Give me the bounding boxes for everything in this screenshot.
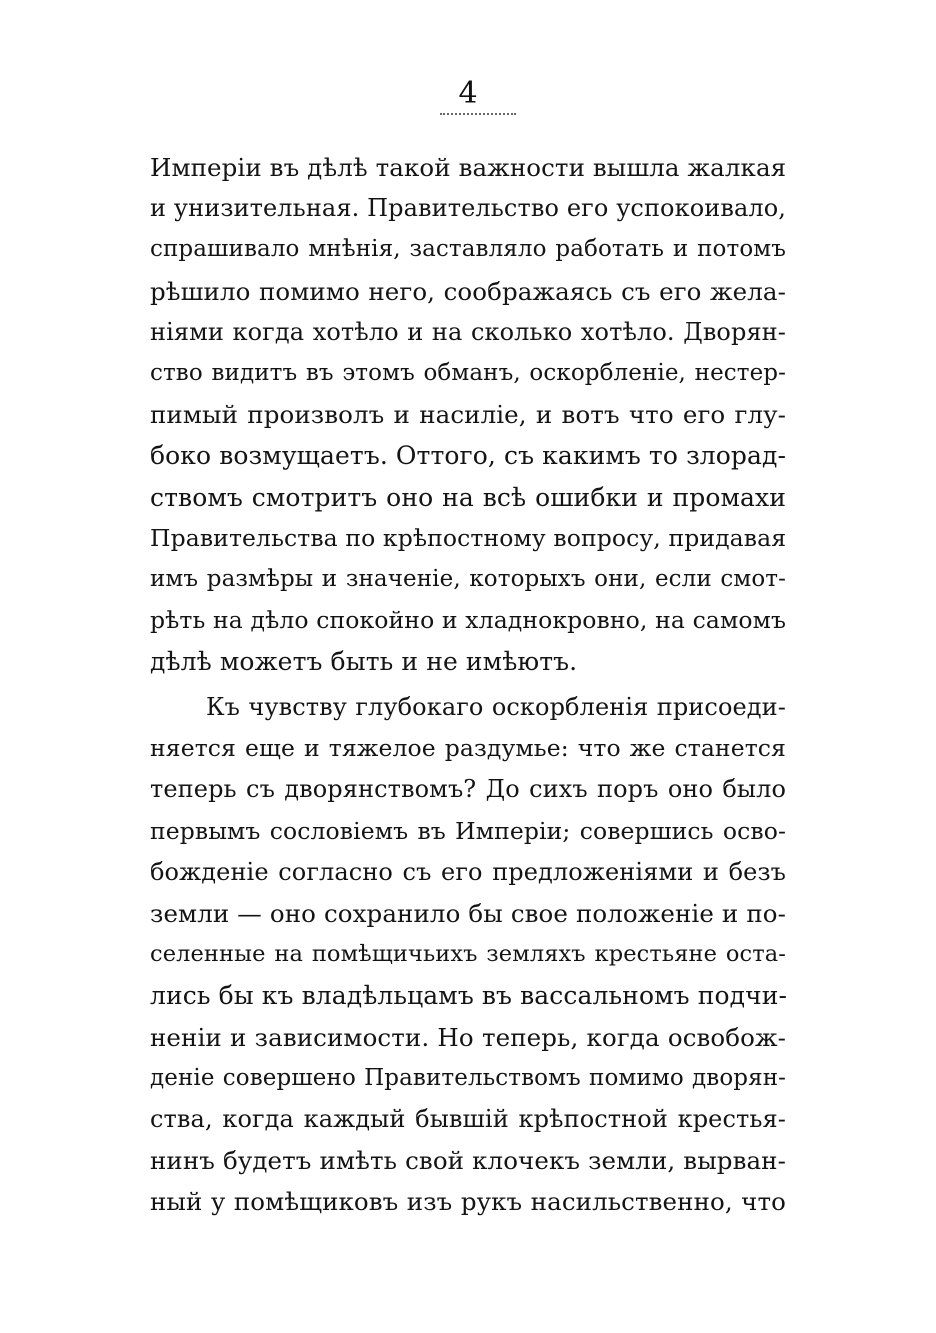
text-line: ствомъ смотритъ оно на всѣ ошибки и промахи — [150, 482, 786, 512]
text-line: божденіе согласно съ его предложеніями и безъ — [150, 857, 786, 886]
text-line: земли — оно сохранило бы свое положеніе и по- — [150, 898, 786, 928]
paragraph-1 — [150, 147, 786, 682]
text-line: селенные на помѣщичьихъ земляхъ крестьяне оста- — [150, 941, 786, 968]
text-line: рѣть на дѣло спокойно и хладнокровно, на самомъ — [150, 606, 786, 635]
text-line: нинъ будетъ имѣть свой клочекъ земли, вырван- — [150, 1146, 786, 1176]
text-line: няется еще и тяжелое раздумье: что же станется — [150, 734, 786, 763]
text-line: боко возмущаетъ. Оттого, съ какимъ то злорад- — [150, 441, 787, 471]
text-line: теперь съ дворянствомъ? До сихъ поръ оно было — [150, 775, 786, 804]
text-line: Къ чувству глубокаго оскорбленія присоеди- — [206, 693, 786, 721]
text-line: дѣлѣ можетъ быть и не имѣютъ. — [150, 647, 578, 677]
text-line: Имперіи въ дѣлѣ такой важности вышла жалкая — [150, 153, 787, 182]
paragraph-2 — [150, 687, 786, 1222]
text-line: спрашивало мнѣнія, заставляло работать и потомъ — [150, 236, 786, 263]
page-number-rule — [440, 113, 516, 115]
text-line: Правительства по крѣпостному вопросу, придавая — [150, 523, 787, 552]
text-line: пимый произволъ и насиліе, и вотъ что его глу- — [150, 400, 786, 430]
page-number: 4 — [458, 76, 478, 111]
text-line: ніями когда хотѣло и на сколько хотѣло. Дворян- — [150, 317, 786, 346]
text-line: неніи и зависимости. Но теперь, когда освобож- — [150, 1022, 786, 1052]
text-line: деніе совершено Правительствомъ помимо дворян- — [150, 1064, 786, 1091]
text-line: первымъ сословіемъ въ Имперіи; совершись осво- — [150, 816, 786, 845]
text-line: ный у помѣщиковъ изъ рукъ насильственно, что — [150, 1187, 786, 1217]
text-line: ства, когда каждый бывшій крѣпостной крестья- — [150, 1104, 786, 1133]
text-line: и унизительная. Правительство его успокоивало, — [150, 194, 786, 223]
text-line: лись бы къ владѣльцамъ въ вассальномъ подчи- — [150, 981, 788, 1011]
text-line: ство видитъ въ этомъ обманъ, оскорбленіе, нестер- — [150, 359, 786, 386]
text-line: рѣшило помимо него, соображаясь съ его жела- — [150, 276, 786, 306]
text-line: имъ размѣры и значеніе, которыхъ они, если смот- — [150, 565, 786, 592]
